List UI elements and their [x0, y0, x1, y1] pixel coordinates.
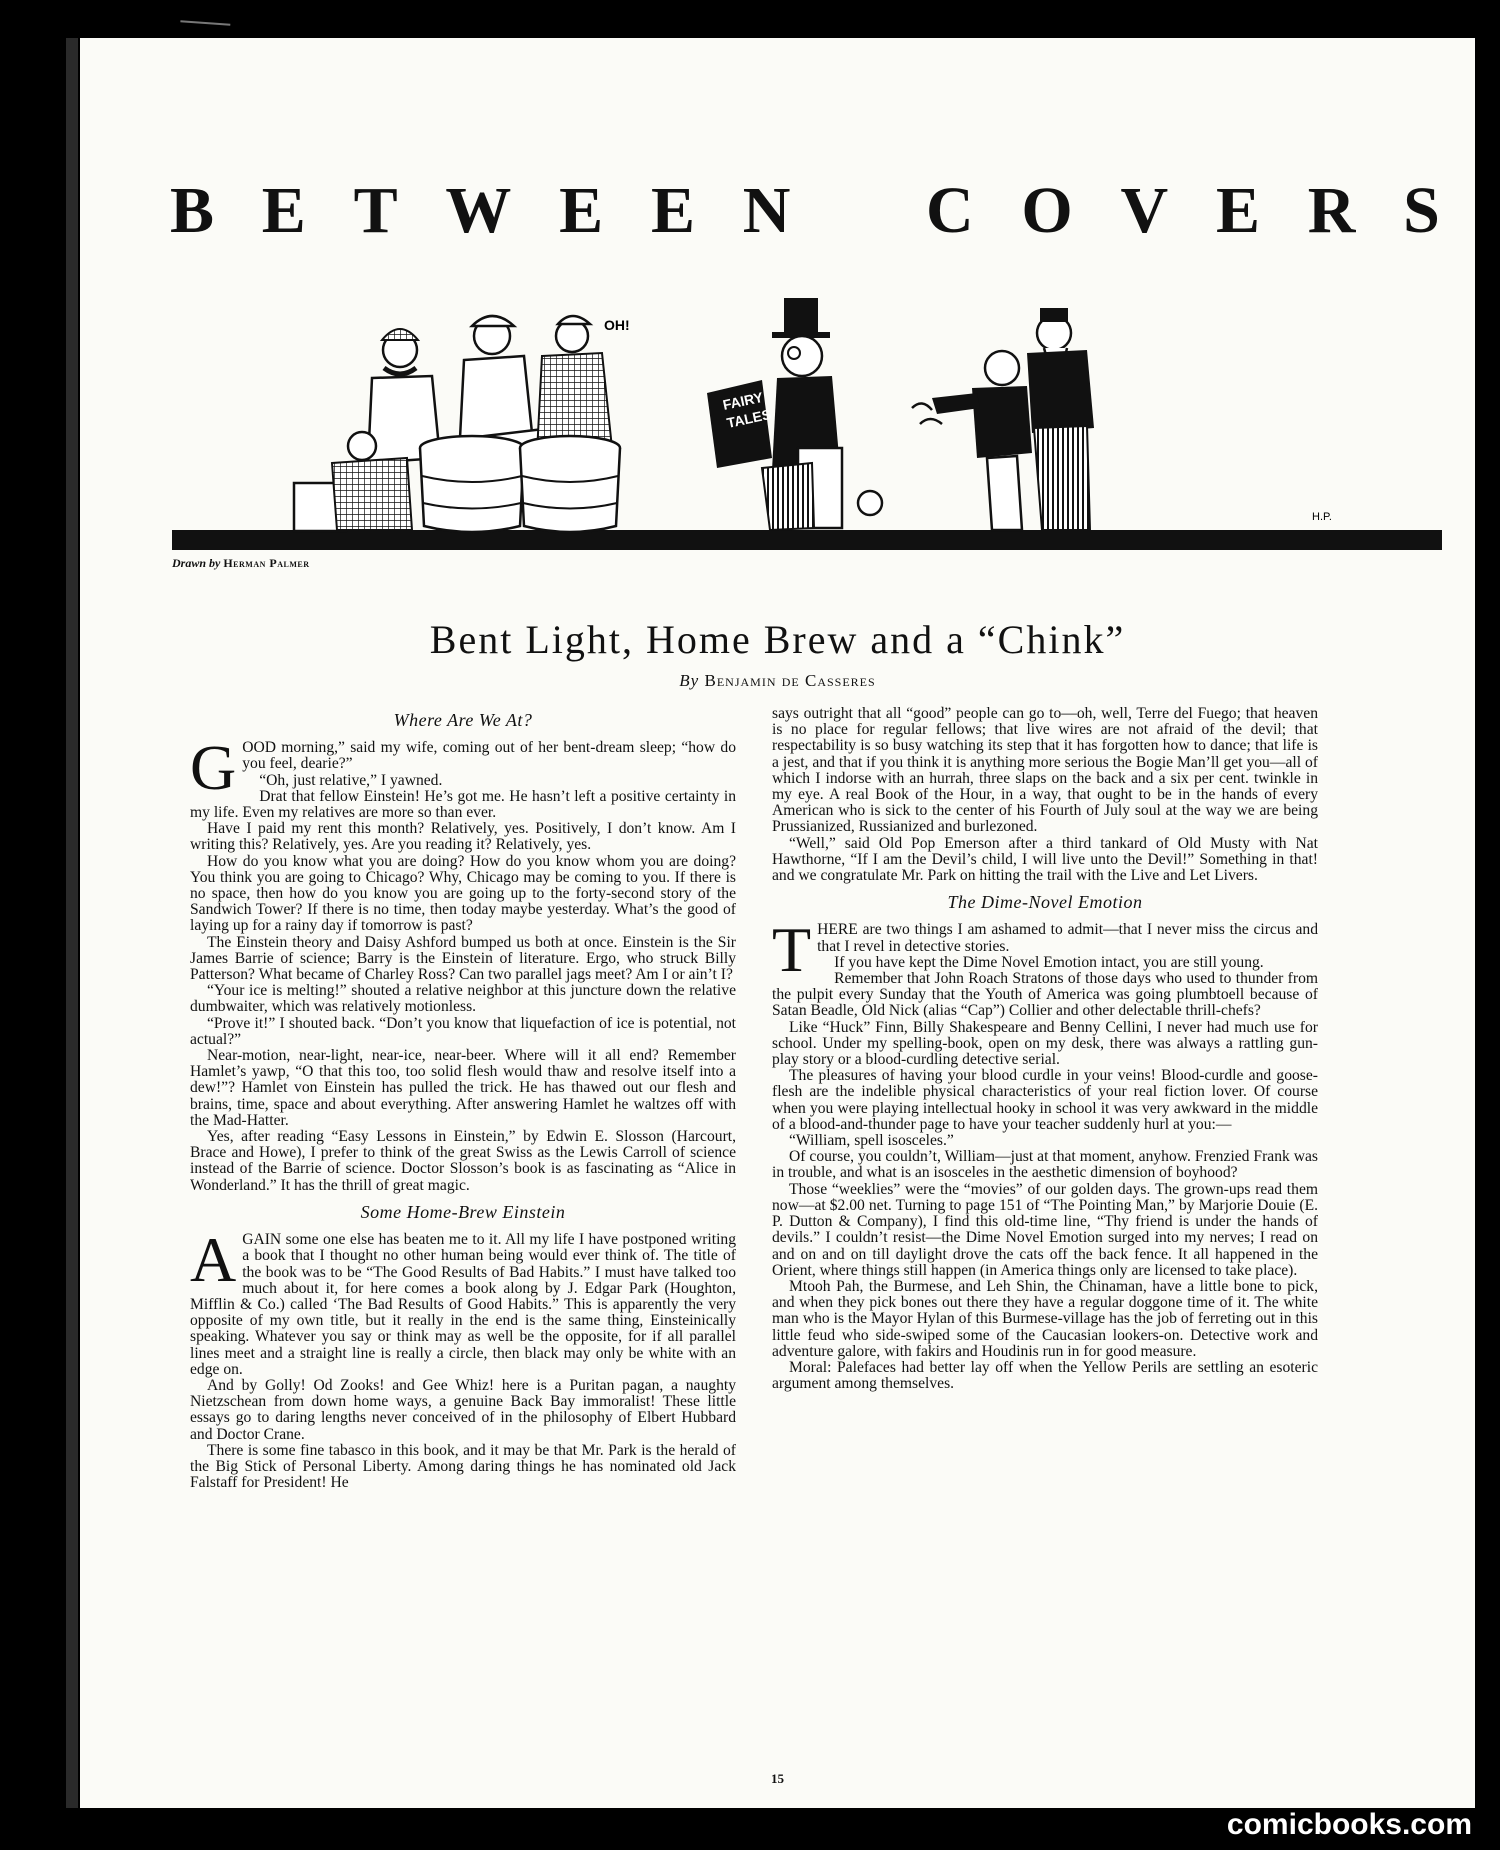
banner-letter: E: [559, 174, 604, 247]
paragraph: Moral: Palefaces had better lay off when the Yellow Perils are settling an esoteric argument among themselves.: [772, 1358, 1318, 1393]
right-column: [772, 706, 1318, 1392]
byline-prefix: By: [679, 671, 700, 690]
banner-letter: E: [261, 174, 306, 247]
paragraph: Yes, after reading “Easy Lessons in Einstein,” by Edwin E. Slosson (Harcourt, Brace and Howe), I prefer to think of the great Swiss as the Lewis Carroll of science instead of the Barrie of science. Doctor Slosson’s book is as fascinating as “Alice in Wonderland.” It has the thrill of great magic.: [190, 1128, 736, 1194]
paragraph: If you have kept the Dime Novel Emotion intact, you are still young.: [834, 953, 1264, 971]
article-title: Bent Light, Home Brew and a “Chink”: [429, 617, 1126, 662]
banner-letter: E: [1215, 174, 1260, 247]
drinkers-group: [332, 316, 630, 532]
banner-letter: W: [445, 174, 512, 247]
two-men-figures: [912, 308, 1094, 530]
paragraph: And by Golly! Od Zooks! and Gee Whiz! here is a Puritan pagan, a naughty Nietzschean from down home ways, a genuine Back Bay immoralist! These little essays go to daring lengths never conceived of in the philosophy of Elbert Hubbard and Doctor Crane.: [190, 1376, 736, 1443]
drop-cap: T: [772, 914, 812, 986]
banner-letter: N: [742, 174, 791, 247]
paragraph-text: GAIN some one else has beaten me to it. All my life I have postponed writing a book that I thought no other human being would ever think of. The title of the book was to be “The Good Results of Bad Habits.” I must have talked too much about it, for here comes a book along by J. Edgar Park (Houghton, Mifflin & Co.) called ‘The Bad Results of Good Habits.” This is apparently the very opposite of my own title, but it really in the end is the same thing, Einsteinically speaking. Whatever you say or think may as well be the opposite, for if all parallel lines meet and a straight line is really a circle, then black may only be white with an edge on.: [190, 1231, 736, 1378]
paragraph: “Your ice is melting!” shouted a relative neighbor at this juncture down the relative dumbwaiter, which was relatively motionless.: [190, 982, 736, 1016]
paragraph: There is some fine tabasco in this book, and it may be that Mr. Park is the herald of the Big Stick of Personal Liberty. Among daring things he has nominated old Jack Falstaff for President! He: [190, 1441, 736, 1492]
paragraph: says outright that all “good” people can go to—oh, well, Terre del Fuego; that heaven is no place for regular fellows; that live wires are not afraid of the devil; that respectability is so busy watching its step that it has forgotten how to dance; that life is a jest, and that if you think it is anything more serious the Bogie Man’ll get you—all of which I indorse with an hurrah, three slaps on the back and a six per cent. twinkle in my eye. A real Book of the Hour, in a way, that ought to be in the hands of every American who is sick to the center of his Fourth of July soul at the way we are being Prussianized, Russianized and burlezoned.: [772, 705, 1318, 836]
paragraph: [190, 1224, 736, 1378]
paragraph: Those “weeklies” were the “movies” of our golden days. The grown-ups read them now—at $2.00 net. Turning to page 151 of “The Pointing Man,” by Marjorie Douie (E. P. Dutton & Company), I find this old-time line, “Thy friend is under the hands of devils.” I couldn’t resist—the Dime Novel Emotion surged into my nerves; I read on and on and on till daylight drove the cats off the back fence. It all happened in the Orient, where things still happen (in America things only are licensed to take place).: [772, 1180, 1318, 1279]
banner-gap: [838, 173, 878, 249]
illustration-credit: [172, 556, 310, 571]
paragraph: Of course, you couldn’t, William—just at that moment, anyhow. Frenzied Frank was in trouble, and what is an isosceles in the aesthetic dimension of boyhood?: [772, 1148, 1318, 1182]
article-byline: [80, 671, 1475, 691]
subhead: Some Home-Brew Einstein: [360, 1201, 566, 1222]
drop-cap: G: [190, 732, 237, 804]
credit-name: Herman Palmer: [223, 556, 310, 570]
paragraph: Have I paid my rent this month? Relatively, yes. Positively, I don’t know. Am I writing this? Relatively, yes. Are you reading it? Relatively, yes.: [190, 820, 736, 854]
subhead: The Dime-Novel Emotion: [947, 892, 1143, 913]
paragraph: The Einstein theory and Daisy Ashford bumped us both at once. Einstein is the Sir James Barrie of science; Barry is the Einstein of literature. Ergo, who struck Billy Patterson? What became of Charley Ross? Can two parallel jags meet? Am I or ain’t I?: [190, 933, 736, 984]
book-cover-line2: TALES: [725, 405, 773, 431]
drop-cap: A: [190, 1224, 237, 1296]
byline-name: Benjamin de Casseres: [704, 671, 876, 690]
banner-letter: E: [650, 174, 695, 247]
paragraph: How do you know what you are doing? How do you know whom you are doing? You think you are going to Chicago? Why, Chicago may be coming to you. If there is no space, then how do you know you are going up to the forty-second story of the Sandwich Tower? If there is no time, then today maybe yesterday. What’s the good of laying up for a rainy day if tomorrow is past?: [190, 852, 736, 935]
exclamation-text: OH!: [604, 317, 630, 333]
paragraph: “Oh, just relative,” I yawned.: [259, 771, 443, 789]
reader-figure: [707, 298, 882, 530]
page-number: 15: [771, 1771, 784, 1786]
paragraph: Mtooh Pah, the Burmese, and Leh Shin, the Chinaman, have a little bone to pick, and when they pick bones out there they have a regular doggone time of it. The white man who is the Mayor Hylan of this Burmese-village has the job of ferreting out in this little feud who side-swiped some of the Caucasian lookers-on. Detective work and adventure galore, with fakirs and Houdinis run in for good measure.: [772, 1277, 1318, 1360]
magazine-page: [80, 38, 1475, 1808]
paragraph: Remember that John Roach Stratons of those days who used to thunder from the pulpit every Sunday that the Youth of America was going plumbtoell because of Satan Beadle, Old Nick (alias “Cap”) Collier and other delectable thrill-chefs?: [772, 970, 1318, 1020]
paragraph: Like “Huck” Finn, Billy Shakespeare and Benny Cellini, I never had much use for school. Under my spelling-book, open on my desk, there was always a rattling gun-play story or a blood-curdling detective serial.: [772, 1018, 1318, 1069]
banner-letter: S: [1403, 174, 1440, 247]
banner-letter: V: [1120, 174, 1169, 247]
credit-prefix: Drawn by: [172, 556, 221, 570]
paragraph: “Well,” said Old Pop Emerson after a third tankard of Old Musty with Nat Hawthorne, “If I am the Devil’s child, I will live unto the Devil!” Something in that! and we congratulate Mr. Park on hitting the trail with the Live and Let Livers.: [772, 834, 1318, 885]
paragraph-text: HERE are two things I am ashamed to admit—that I never miss the circus and that I revel in detective stories.: [817, 921, 1318, 955]
site-watermark: comicbooks.com: [1226, 1808, 1472, 1841]
banner-letter: O: [1021, 174, 1073, 247]
section-banner: [170, 173, 1440, 249]
paragraph: The pleasures of having your blood curdle in your veins! Blood-curdle and goose-flesh are the indelible physical characteristics of your real fiction lover. Of course when you were playing intellectual hooky in school it was very awkward in the middle of a blood-and-thunder page to have your teacher suddenly hurl at you:—: [772, 1067, 1318, 1133]
book-spine: [66, 38, 78, 1808]
paragraph: “William, spell isosceles.”: [789, 1132, 954, 1150]
banner-letter: R: [1307, 174, 1356, 247]
banner-letter: T: [353, 174, 398, 247]
paragraph-text: OOD morning,” said my wife, coming out of her bent-dream sleep; “how do you feel, dearie?”: [242, 739, 736, 773]
page-corner-mark: [180, 20, 231, 35]
paragraph: “Prove it!” I shouted back. “Don’t you know that liquefaction of ice is potential, not actual?”: [190, 1014, 736, 1048]
ground-bar: [172, 530, 1442, 550]
banner-letter: C: [925, 174, 974, 247]
left-column: [190, 706, 736, 1491]
book-cover-line1: FAIRY: [721, 388, 765, 413]
paragraph: Drat that fellow Einstein! He’s got me. He hasn’t left a positive certainty in my life. Even my relatives are more so than ever.: [190, 787, 736, 822]
artist-signature: H.P.: [1312, 511, 1332, 523]
subhead: Where Are We At?: [393, 710, 533, 730]
banner-letter: B: [170, 174, 215, 247]
cartoon-illustration: [172, 298, 1442, 553]
paragraph: Near-motion, near-light, near-ice, near-beer. Where will it all end? Remember Hamlet’s yawp, “O that this too, too solid flesh would thaw and resolve itself into a dew!”? Hamlet von Einstein has pulled the trick. He has thawed out our flesh and brains, time, space and about everything. After answering Hamlet he waltzes off with the Mad-Hatter.: [190, 1047, 736, 1129]
